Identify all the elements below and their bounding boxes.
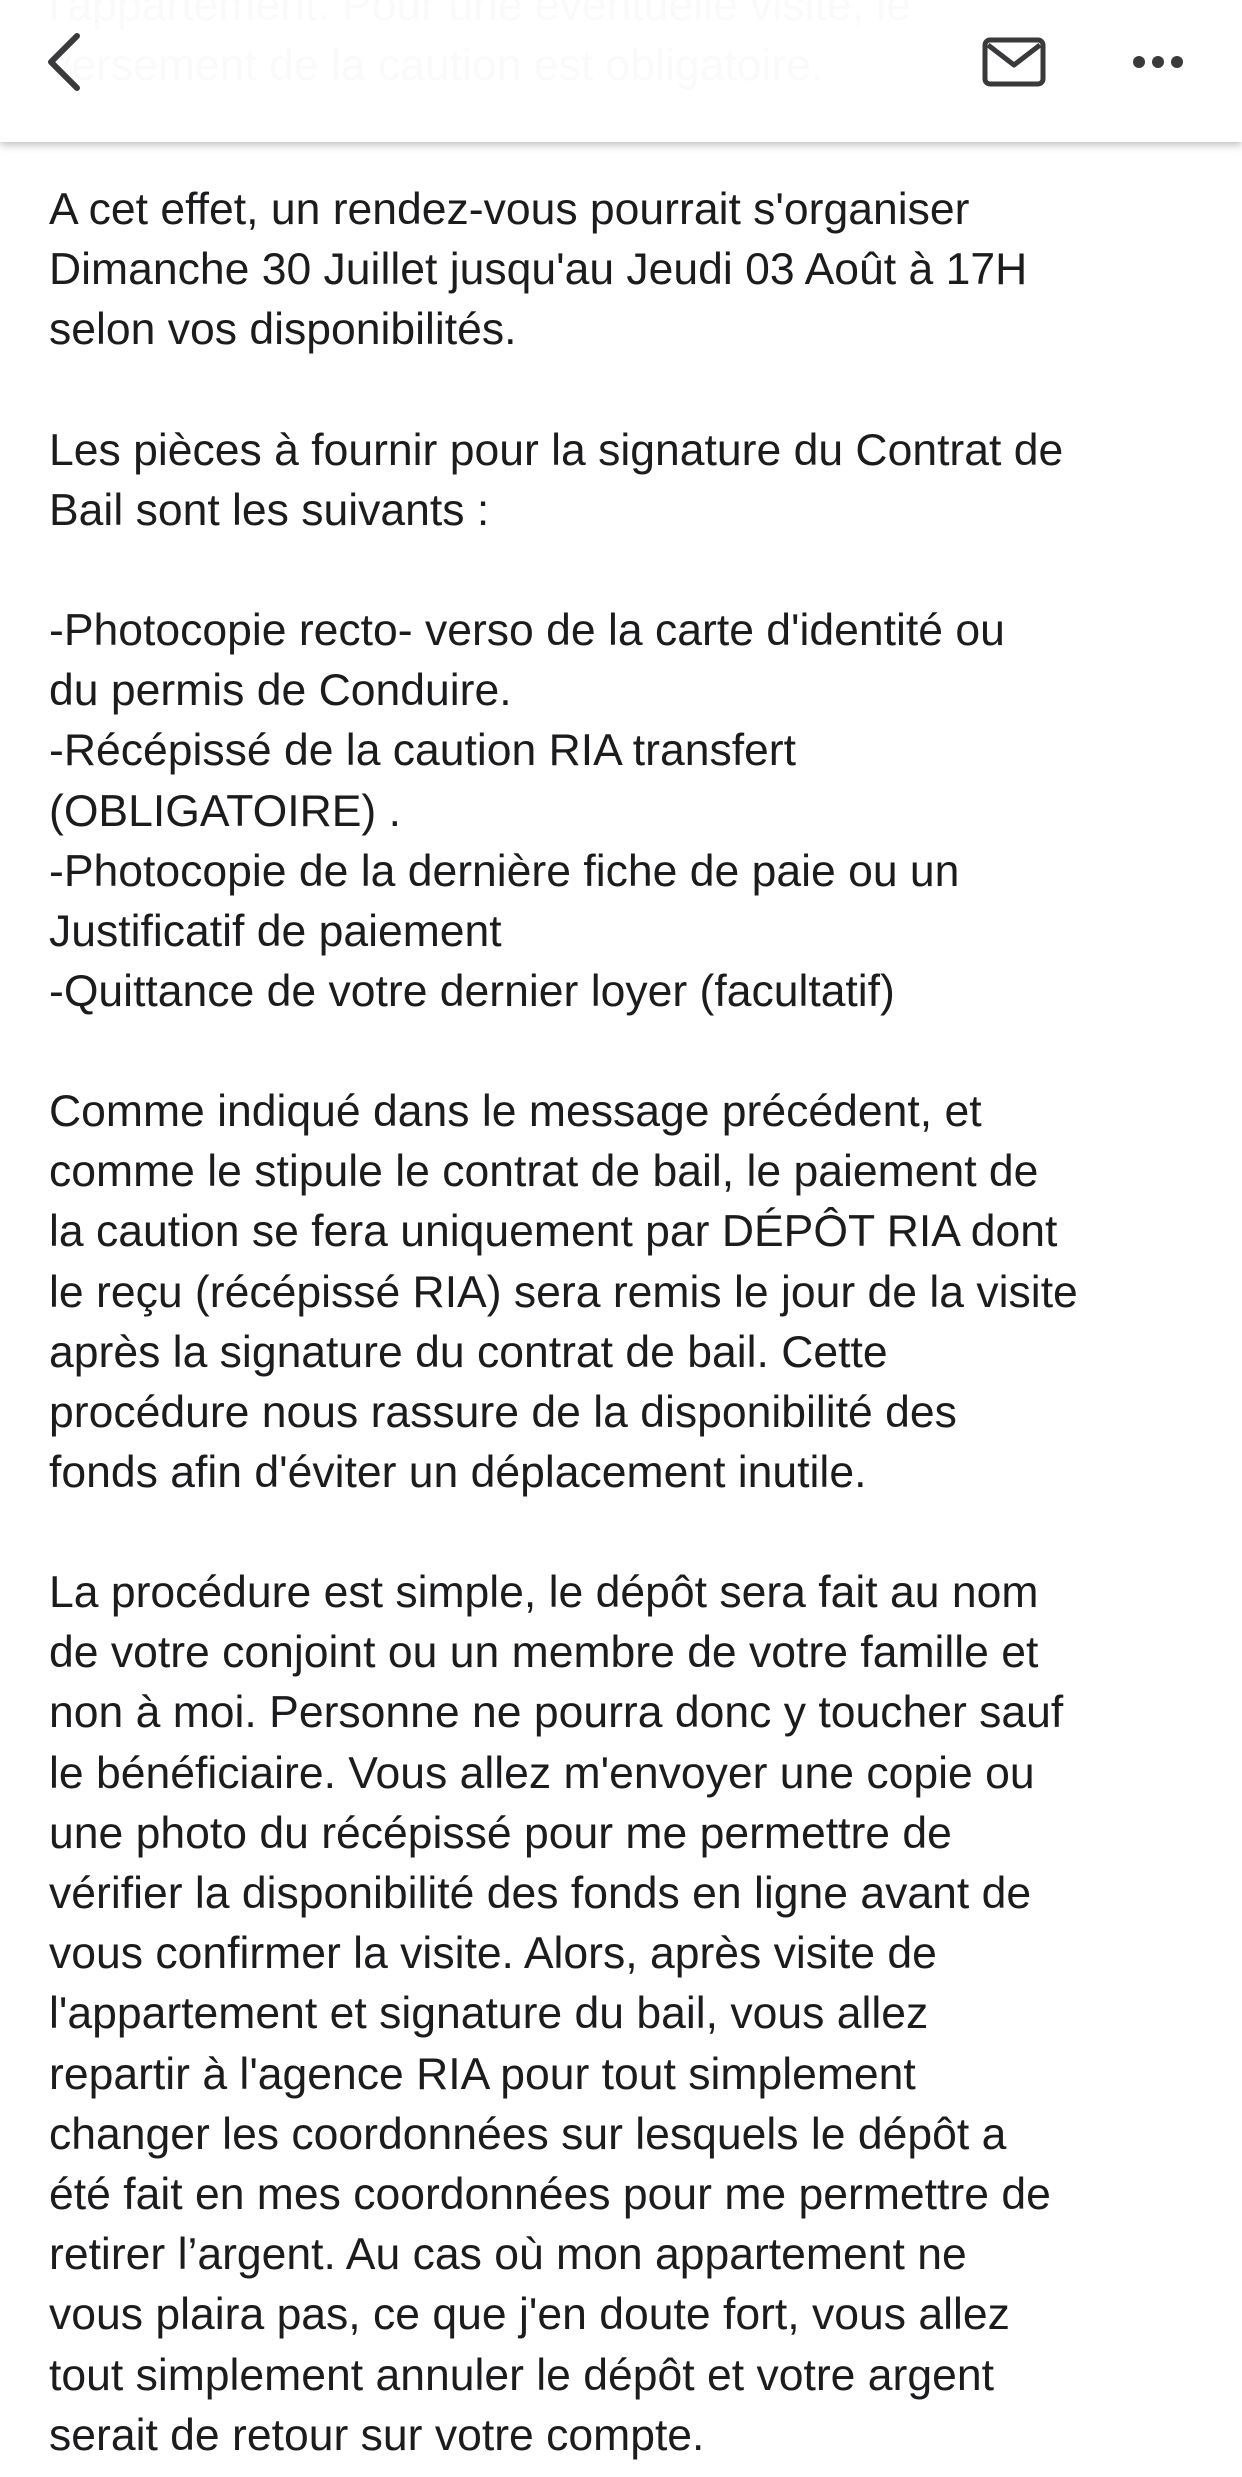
more-horizontal-icon [1132,55,1184,69]
email-paragraph-payment: Comme indiqué dans le message précédent, et comme le stipule le contrat de bail, le paiement de la caution se fera uniquement par DÉPÔT RIA dont le reçu (récépissé RIA) sera remis le jour de la visite après la signature du contrat de bail. Cette procédure nous rassure de la disponibilité des fonds afin d'éviter un déplacement inutile. [49,1087,1078,1498]
email-paragraph-documents-list: -Photocopie recto- verso de la carte d'identité ou du permis de Conduire. -Récépissé de la caution RIA transfert (OBLIGATOIRE) . -Photocopie de la dernière fiche de paie ou un Justificatif de paiement -Quittance de votre dernier loyer (facultatif) [49,606,1005,1017]
email-paragraph-documents-intro: Les pièces à fournir pour la signature du Contrat de Bail sont les suivants : [49,426,1064,536]
chevron-left-icon [41,30,89,94]
mail-button[interactable] [968,22,1060,102]
email-paragraph-procedure: La procédure est simple, le dépôt sera fait au nom de votre conjoint ou un membre de votre famille et non à moi. Personne ne pourra donc y toucher sauf le bénéficiaire. Vous allez m'envoyer une copie ou une photo du récépissé pour me permettre de vérifier la disponibilité des fonds en ligne avant de vous confirmer la visite. Alors, après visite de l'appartement et signature du bail, vous allez repartir à l'agence RIA pour tout simplement changer les coordonnées sur lesquels le dépôt a été fait en mes coordonnées pour me permettre de retirer l’argent. Au cas où mon appartement ne vous plaira pas, ce que j'en doute fort, vous allez tout simplement annuler le dépôt et votre argent serait de retour sur votre compte. [49,1568,1064,2460]
back-button[interactable] [30,22,100,102]
email-toolbar [0,0,1242,142]
envelope-icon [981,36,1047,88]
more-button[interactable] [1118,22,1198,102]
email-paragraph-appointment: A cet effet, un rendez-vous pourrait s'organiser Dimanche 30 Juillet jusqu'au Jeudi 03 Août à 17H selon vos disponibilités. [49,185,1028,355]
